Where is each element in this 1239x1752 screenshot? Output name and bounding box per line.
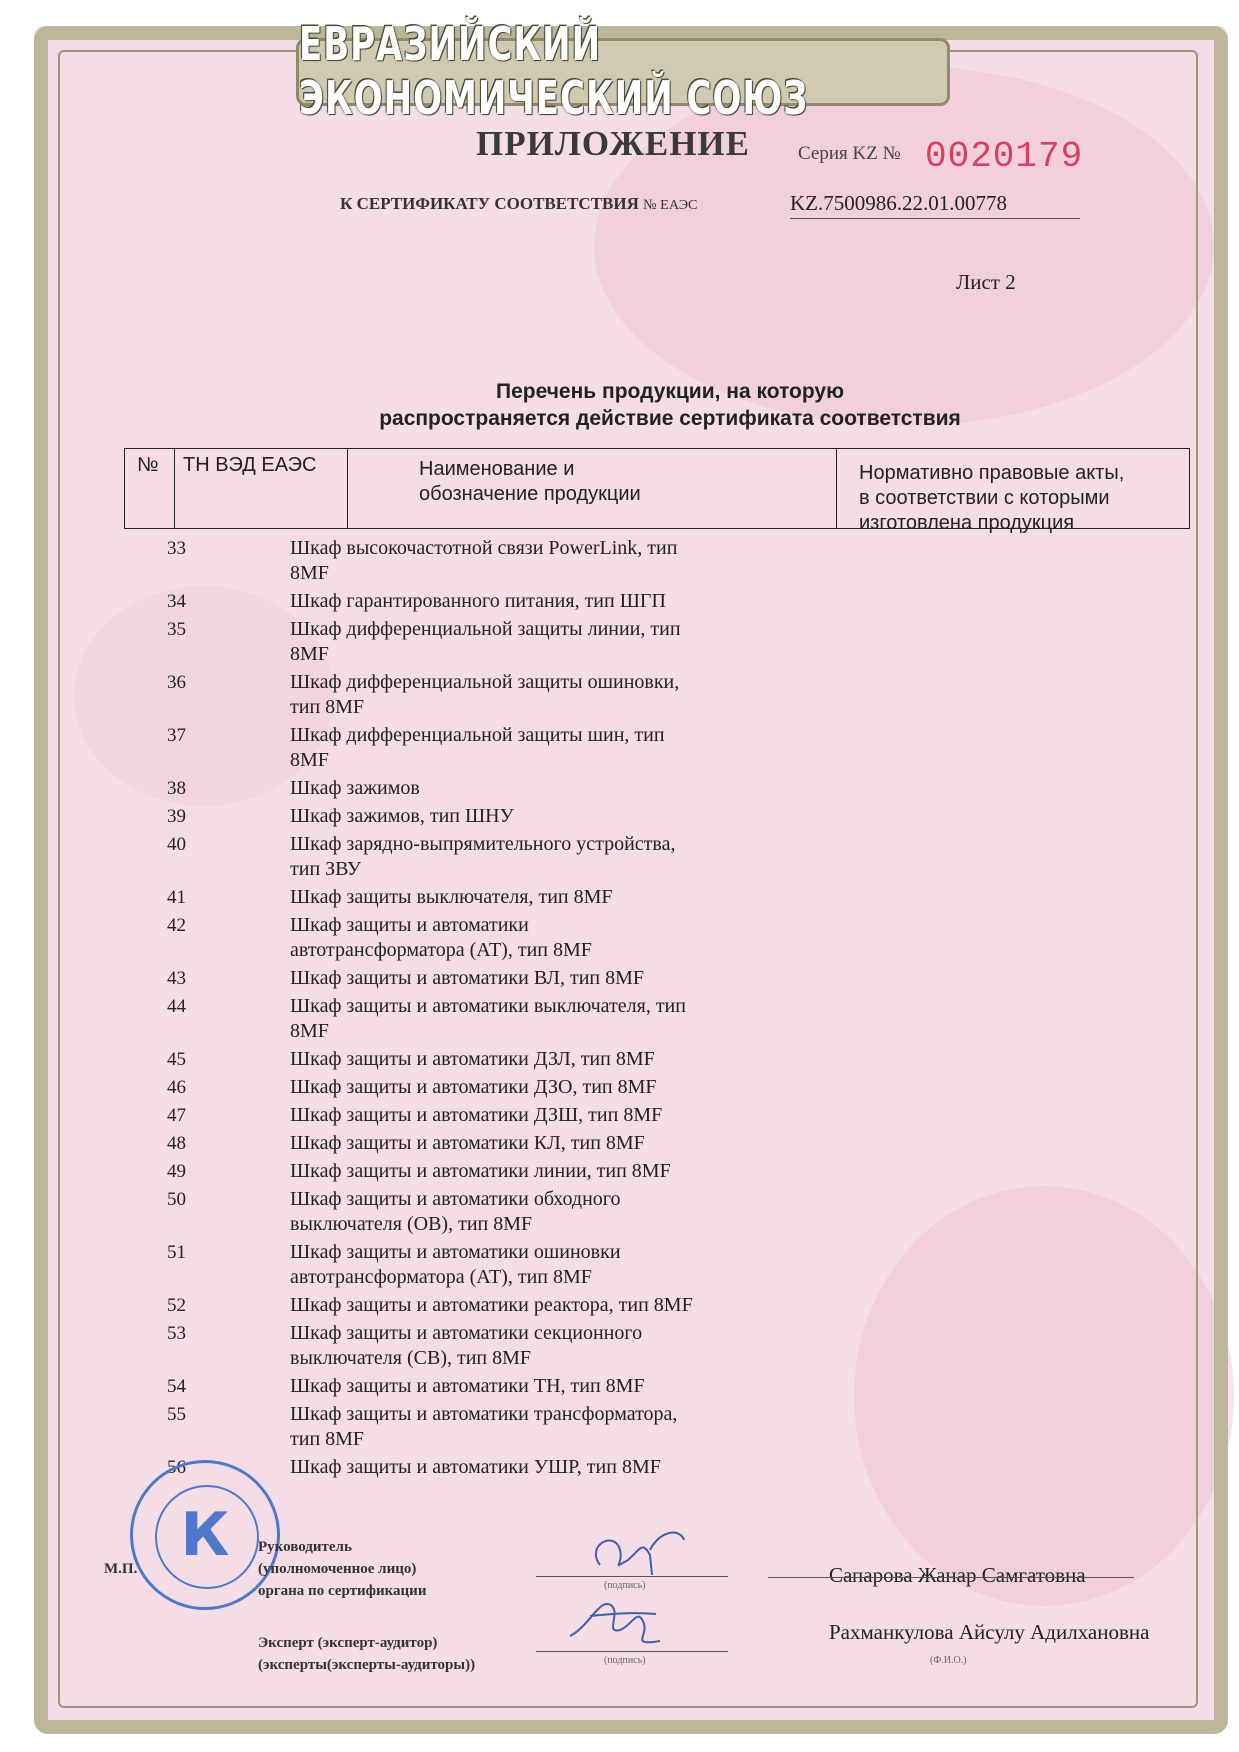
expert-signatory-label: Эксперт (эксперт-аудитор) (эксперты(эксперты-аудиторы)) (258, 1635, 476, 1673)
product-name: Шкаф защиты и автоматики ВЛ, тип 8MF (290, 967, 645, 989)
product-name: Шкаф защиты и автоматики секционного выключателя (СВ), тип 8MF (290, 1322, 643, 1369)
row-number: 47 (167, 1105, 186, 1126)
table-row (124, 1187, 824, 1237)
product-name: Шкаф защиты и автоматики реактора, тип 8MF (290, 1294, 693, 1316)
table-row (124, 670, 824, 720)
series-label: Серия KZ № (798, 143, 901, 164)
series-number: 0020179 (925, 136, 1084, 177)
header-name: Наименование и обозначение продукции (419, 458, 641, 505)
page-title: ПРИЛОЖЕНИЕ (476, 124, 751, 163)
head-signature (580, 1520, 690, 1580)
fio-caption: (Ф.И.О.) (930, 1655, 967, 1666)
cert-label: К СЕРТИФИКАТУ СООТВЕТСТВИЯ № ЕАЭС (340, 194, 698, 213)
row-number: 52 (167, 1295, 186, 1316)
table-row (124, 1159, 824, 1184)
table-row (124, 1131, 824, 1156)
product-name: Шкаф защиты и автоматики автотрансформатора (АТ), тип 8MF (290, 914, 592, 961)
table-row (124, 994, 824, 1044)
product-name: Шкаф защиты и автоматики обходного выключателя (ОВ), тип 8MF (290, 1188, 621, 1235)
row-number: 54 (167, 1376, 186, 1397)
head-name: Сапарова Жанар Самгатовна (829, 1563, 1086, 1587)
product-name: Шкаф дифференциальной защиты шин, тип 8MF (290, 724, 665, 771)
table-header (124, 448, 1190, 534)
product-name: Шкаф защиты и автоматики УШР, тип 8MF (290, 1456, 661, 1478)
sheet-number: Лист 2 (956, 270, 1016, 294)
product-name: Шкаф защиты и автоматики ДЗШ, тип 8MF (290, 1104, 663, 1126)
row-number: 36 (167, 672, 186, 693)
product-name: Шкаф защиты и автоматики трансформатора, тип 8MF (290, 1403, 678, 1450)
product-name: Шкаф дифференциальной защиты ошиновки, тип 8MF (290, 671, 680, 718)
header-acts: Нормативно правовые акты, в соответствии с которыми изготовлена продукция (859, 462, 1125, 534)
product-name: Шкаф зажимов, тип ШНУ (290, 805, 514, 827)
product-name: Шкаф зарядно-выпрямительного устройства, тип ЗВУ (290, 833, 676, 880)
product-name: Шкаф гарантированного питания, тип ШГП (290, 590, 666, 612)
table-row (124, 1075, 824, 1100)
product-name: Шкаф защиты и автоматики линии, тип 8MF (290, 1160, 671, 1182)
cert-label-small: № ЕАЭС (643, 197, 698, 213)
expert-name: Рахманкулова Айсулу Адилхановна (829, 1620, 1150, 1644)
stamp-letter: К (180, 1500, 230, 1570)
row-number: 49 (167, 1161, 186, 1182)
table-row (124, 1103, 824, 1128)
row-number: 45 (167, 1049, 186, 1070)
row-number: 43 (167, 968, 186, 989)
product-name: Шкаф защиты и автоматики КЛ, тип 8MF (290, 1132, 645, 1154)
product-list (124, 536, 824, 1483)
table-row (124, 776, 824, 801)
row-number: 53 (167, 1323, 186, 1344)
table-row (124, 1402, 824, 1452)
table-row (124, 1374, 824, 1399)
row-number: 50 (167, 1189, 186, 1210)
row-number: 34 (167, 591, 186, 612)
table-row (124, 723, 824, 773)
row-number: 35 (167, 619, 186, 640)
table-row (124, 832, 824, 882)
product-name: Шкаф зажимов (290, 777, 420, 799)
union-banner: ЕВРАЗИЙСКИЙ ЭКОНОМИЧЕСКИЙ СОЮЗ (296, 38, 950, 106)
row-number: 41 (167, 887, 186, 908)
row-number: 56 (167, 1457, 186, 1478)
table-row (124, 804, 824, 829)
head-signature-caption: (подпись) (604, 1580, 646, 1591)
table-row (124, 536, 824, 586)
table-row (124, 1293, 824, 1318)
table-row (124, 966, 824, 991)
row-number: 48 (167, 1133, 186, 1154)
column-divider (174, 449, 175, 528)
product-name: Шкаф высокочастотной связи PowerLink, тип 8MF (290, 537, 678, 584)
row-number: 38 (167, 778, 186, 799)
table-row (124, 1047, 824, 1072)
expert-signature-caption: (подпись) (604, 1655, 646, 1666)
table-row (124, 1240, 824, 1290)
row-number: 44 (167, 996, 186, 1017)
product-name: Шкаф защиты и автоматики выключателя, тип 8MF (290, 995, 686, 1042)
row-number: 40 (167, 834, 186, 855)
list-title (330, 378, 1010, 432)
cert-number: KZ.7500986.22.01.00778 (790, 191, 1007, 215)
header-num: № (137, 454, 159, 476)
header-tnved: ТН ВЭД ЕАЭС (183, 454, 317, 476)
product-name: Шкаф дифференциальной защиты линии, тип 8MF (290, 618, 681, 665)
seal-place-label: М.П. (104, 1561, 138, 1577)
column-divider (347, 449, 348, 528)
product-name: Шкаф защиты и автоматики ДЗО, тип 8MF (290, 1076, 657, 1098)
product-name: Шкаф защиты и автоматики ДЗЛ, тип 8MF (290, 1048, 655, 1070)
row-number: 39 (167, 806, 186, 827)
product-name: Шкаф защиты выключателя, тип 8MF (290, 886, 613, 908)
table-row (124, 885, 824, 910)
table-row (124, 1321, 824, 1371)
row-number: 37 (167, 725, 186, 746)
head-name-line (768, 1577, 1134, 1578)
head-signatory-label: Руководитель (уполномоченное лицо) органа по сертификации (258, 1539, 427, 1599)
table-row (124, 913, 824, 963)
list-title-line2: распространяется действие сертификата соответствия (379, 407, 961, 430)
product-name: Шкаф защиты и автоматики ошиновки автотрансформатора (АТ), тип 8MF (290, 1241, 621, 1288)
cert-underline (790, 218, 1080, 219)
list-title-line1: Перечень продукции, на которую (495, 380, 845, 403)
column-divider (836, 449, 837, 528)
expert-signature (560, 1586, 670, 1656)
product-name: Шкаф защиты и автоматики ТН, тип 8MF (290, 1375, 645, 1397)
table-row (124, 617, 824, 667)
row-number: 46 (167, 1077, 186, 1098)
row-number: 51 (167, 1242, 186, 1263)
row-number: 42 (167, 915, 186, 936)
row-number: 33 (167, 538, 186, 559)
table-row (124, 589, 824, 614)
row-number: 55 (167, 1404, 186, 1425)
